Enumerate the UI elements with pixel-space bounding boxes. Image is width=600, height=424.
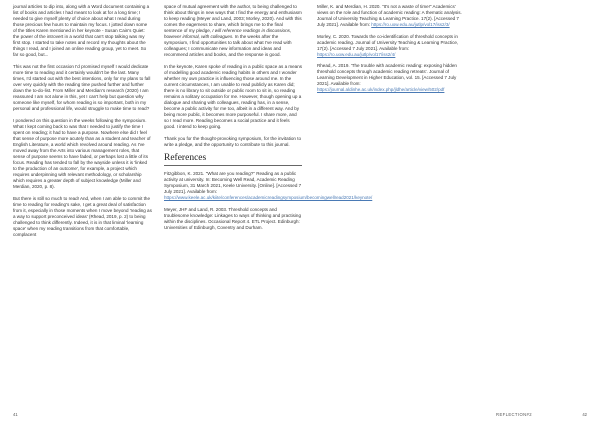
reference-link[interactable]: https://journal.aldinhe.ac.uk/index.php/jldhe/article/view/502/pdf	[317, 87, 445, 93]
reference-item	[317, 63, 462, 93]
reference-text: Miller, K. and Merdian, H. 2020. "It's not a waste of time!" Academics' views on the role and function of academic reading: A thematic analysis. Journal of University Teaching & Learning Practice. 17(2). [Accessed 7 July 2021]. Available from:	[317, 4, 462, 28]
page-number-left: 41	[13, 412, 18, 417]
reference-text: Morley, C. 2020. Towards the co-identification of threshold concepts in academic reading. Journal of University Teaching & Learning Practice, 17(2). [Accessed 7 July 2021]. Available from:	[317, 33, 459, 51]
reference-link[interactable]: https://ro.uow.edu.au/jutlp/vol17/iss2/3/	[371, 22, 450, 28]
reference-item	[317, 4, 462, 28]
paragraph-text: In the weeks after the symposium, I find opportunities to talk about what I've read with colleagues; I communicate new information and ideas and recommend articles and books, and the response is good.	[164, 34, 292, 58]
paragraph	[164, 4, 302, 58]
reference-text: Rhead, A. 2019. 'The trouble with academic reading: exposing hidden threshold concepts through academic reading retreats'. Journal of Learning Development in Higher Education, vol. 15. [Accessed 7 July 2021]. Available from:	[317, 63, 457, 87]
paragraph-text: space of mutual agreement with the author, to being challenged to think about things in new ways that I find the energy and enthusiasm to keep reading (Meyer and Land, 2003; Morley, 2020). And with this comes the eagerness to share, which brings me to the final sentence of my pledge,	[164, 4, 302, 34]
page-number-right: 42	[582, 412, 587, 417]
reference-link[interactable]: https://www.keele.ac.uk/kiite/conferences/academicreadingsymposium/becomingwellread2021/keynote/	[164, 195, 373, 201]
paragraph: journal articles to dip into, along with a Word document containing a list of books and articles I had meant to look at for a long time; I needed to give myself plenty of choice about what I read during those precious few hours to maintain my focus. I jotted down some of the titles Karen mentioned in her keynote - Susan Cain's Quiet: the power of the introvert in a world that can't stop talking was my first stop. I started to take notes and record my thoughts about the things I read, and I joined an online reading group, yet to meet. So far so good, but...	[13, 4, 150, 58]
paragraph: In the keynote, Karen spoke of reading in a public space as a means of modelling good academic reading habits in others and I wonder whether my own practice is influencing those around me. In the current circumstances, I am unable to read publicly as Karen did; there is no library to sit outside or public room to sit in, so reading remains a solitary occupation for me. However, though opening up a dialogue and sharing with colleagues, reading has, in a sense, become a public activity for me too, albeit in a different way. And by being more public, it becomes more purposeful. I share more, and so I read more. Reading becomes a social practice and it feels good. I intend to keep going.	[164, 63, 303, 130]
paragraph: This was not the first occasion I'd promised myself I would dedicate more time to reading and it certainly wouldn't be the last. Many times, I'd started out with the best intentions, only for my plans to fall over very quickly with the reading time pushed further and further down the to-do-list. From Miller and Merdian's research (2020) I am reassured I am not alone in this, yet I can't help but question why someone like myself, for whom reading is so important, both in my personal and professional life, would struggle to make time to read?	[13, 63, 151, 112]
reference-item: Meyer, JHF and Land, R. 2003. Threshold concepts and troublesome knowledge: Linkages to ways of thinking and practising within the disciplines. Occasional Report 4. ETL Project. Edinburgh: Universities of Edinburgh, Coventry and Durham.	[164, 206, 301, 230]
pledge-quote: I will reference readings in discussions, however informal, with colleagues.	[164, 28, 292, 40]
journal-name: REFLECTION#2	[496, 412, 532, 417]
text-column-left	[13, 4, 152, 243]
text-column-right	[317, 4, 462, 99]
reference-item	[317, 34, 462, 58]
paragraph: I pondered on this question in the weeks following the symposium. What I kept coming back to was that I needed to justify the time I spent on reading; it had to have a purpose. Nowhere else did I feel that sense of purpose more acutely than as a student and teacher of English Literature, a world which revolved around reading. As I've moved away from the Arts into various management roles, that sense of purpose seems to have faded, or perhaps lost a little of its focus. Reading has tended to fall by the wayside unless it is 'linked to the production of an outcome', for example, a project which requires underpinning with relevant methodology, or scholarship which requires a greater depth of subject knowledge (Miller and Merdian, 2020, p. 8).	[13, 117, 151, 190]
reference-link[interactable]: https://ro.uow.edu.au/jutlp/vol17/iss2/4/	[317, 51, 396, 57]
reference-item	[164, 171, 373, 201]
reference-text: Fitzgibbon, K. 2021. "What are you reading?" Reading as a public activity at university. In: Becoming Well Read, Academic Reading Symposium, 31 March 2021, Keele University. [Online]. [Accessed 7 July 2021]. Available from:	[164, 171, 302, 195]
paragraph: Thank you for the thought-provoking symposium, for the invitation to write a pledge, and the opportunity to contribute to this journal.	[164, 135, 301, 147]
paragraph: But there is still so much to read! And, when I am able to commit the time to reading for reading's sake, I get a great deal of satisfaction from it, especially in those moments when I move beyond 'reading as a way to support preconceived ideas' (Rhead, 2019, p. 2) to being challenged to think differently. Indeed, it is in that liminal 'learning space' when my reading transitions from that comfortable, complacent	[13, 195, 152, 237]
references-heading: References	[164, 153, 302, 166]
